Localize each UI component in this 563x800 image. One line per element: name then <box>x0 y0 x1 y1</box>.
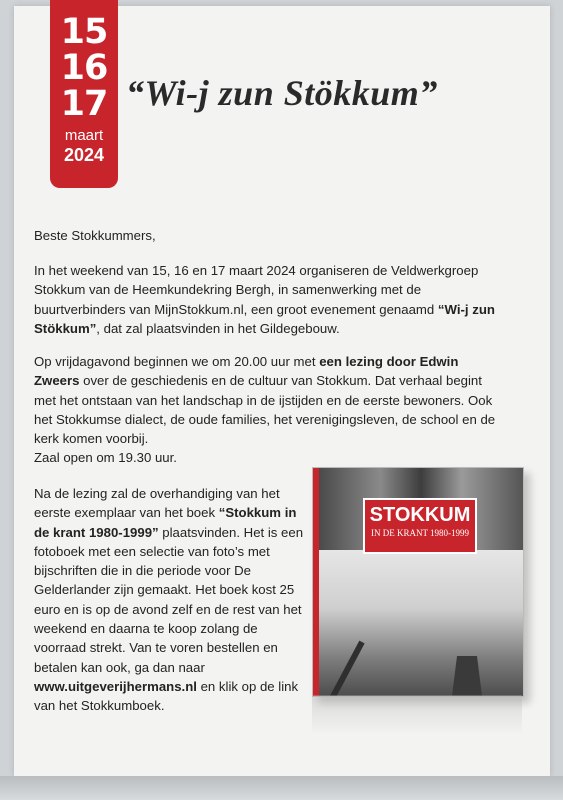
paragraph-event <box>34 261 504 338</box>
p2-text-c: over de geschiedenis en de cultuur van Stokkum. Dat verhaal begint met het ontstaan van het landschap in de ijstijden en de eerste bewoners. Ook het Stokkumse dialect, de oude families, het verenigingsleven, de school en de kerk komen voorbij. <box>34 373 496 447</box>
book-title-box <box>363 498 477 554</box>
p1-event-name: “Wi-j zun Stökkum” <box>34 301 495 336</box>
date-year: 2024 <box>63 145 105 165</box>
windmill-shape <box>447 656 487 697</box>
paragraph-lecture <box>34 352 504 468</box>
p1-text-c: , dat zal plaatsvinden in het Gildegebouw. <box>96 320 340 336</box>
p3-text-a: Na de lezing zal de overhandiging van het eerste exemplaar van het boek <box>34 486 280 521</box>
date-badge <box>50 0 118 188</box>
p2-lecture-speaker: een lezing door Edwin Zweers <box>34 354 459 389</box>
book-subtitle: IN DE KRANT 1980-1999 <box>370 528 470 538</box>
date-day-16: 16 <box>60 48 108 88</box>
p3-book-title: “Stokkum in de krant 1980-1999” <box>34 505 297 540</box>
greeting <box>34 226 504 245</box>
greeting-text: Beste Stokkummers, <box>34 228 156 243</box>
date-day-15: 15 <box>60 12 108 52</box>
p3-text-e: en klik op de link van het Stokkumboek. <box>34 678 299 714</box>
book-reflection <box>312 695 522 735</box>
p3-website-link: www.uitgeverijhermans.nl <box>34 678 197 694</box>
book-cover-image <box>312 467 524 697</box>
crane-shape <box>312 641 365 697</box>
p2-doors-open: Zaal open om 19.30 uur. <box>34 450 177 466</box>
headline: “Wi-j zun Stökkum” <box>126 73 438 113</box>
date-day-17: 17 <box>60 84 108 124</box>
p3-text-c: plaatsvinden. Het is een fotoboek met een selectie van foto’s met bijschriften die in die periode voor De Gelderlander zijn gemaakt. Het boek kost 25 euro en is op de avond zelf en de rest van het weekend en daarna te koop zolang de voorraad strekt. Van te voren bestellen en betalen kan ook, ga dan naar <box>34 524 304 675</box>
paragraph-book <box>34 484 304 716</box>
table-surface <box>0 776 563 800</box>
p2-text-a: Op vrijdagavond beginnen we om 20.00 uur met <box>34 354 320 369</box>
book-title: STOKKUM <box>369 504 471 526</box>
book-photo-windmill <box>319 550 523 696</box>
p1-text-a: In het weekend van 15, 16 en 17 maart 2024 organiseren de Veldwerkgroep Stokkum van de Heemkundekring Bergh, in samenwerking met de buurtverbinders van MijnStokkum.nl, een groot evenement genaamd <box>34 263 479 317</box>
date-month: maart <box>64 127 104 144</box>
